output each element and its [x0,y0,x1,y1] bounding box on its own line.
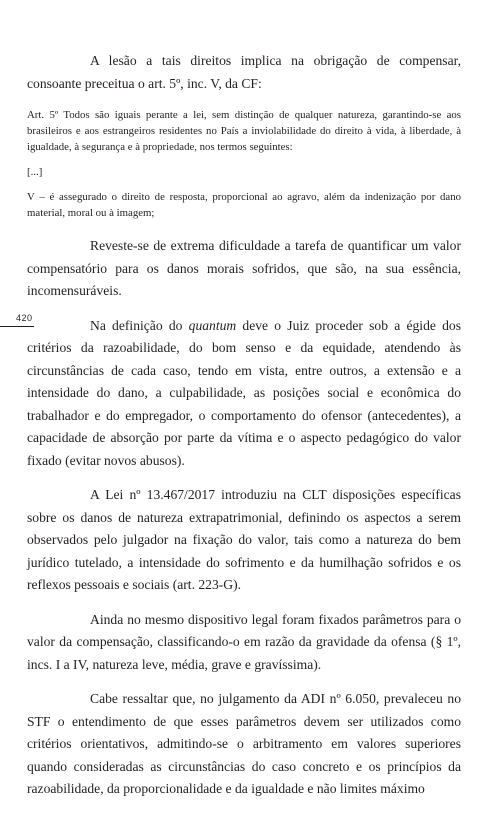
page-body [27,50,461,813]
paragraph-adi: Cabe ressaltar que, no julgamento da ADI nº 6.050, prevaleceu no STF o entendimento de que esses parâmetros devem ser utilizados como critérios orientativos, admitindo-se o arbitramento em valores superiores quando consideradas as circunstâncias do caso concreto e os princípios da razoabilidade, da proporcionalidade e da igualdade e não limites máximo [27,691,461,797]
quantum-term: quantum [188,317,237,333]
paragraph-compensation: A lesão a tais direitos implica na obrigação de compensar, consoante preceitua o art. 5º, inc. V, da CF: [27,53,461,91]
paragraph-quantum-end: deve o Juiz proceder sob a égide dos critérios da razoabilidade, do bom senso e da equidade, atendendo às circunstâncias de cada caso, tendo em vista, entre outros, a extensão e a intensidade do dano, a culpabilidade, as posições social e econômica do trabalhador e do empregador, o comportamento do ofensor (antecedentes), a capacidade de absorção por parte da vítima e o aspecto pedagógico do valor fixado (evitar novos abusos). [27,317,461,468]
quote-art-5-inc-v: V – é assegurado o direito de resposta, proporcional ao agravo, além da indenização por dano material, moral ou à imagem; [27,190,461,220]
quote-ellipsis: [...] [27,165,43,178]
quote-art-5-caput: Art. 5º Todos são iguais perante a lei, sem distinção de qualquer natureza, garantindo-se aos brasileiros e aos estrangeiros residentes no País a inviolabilidade do direito à vida, à liberdade, à igualdade, à segurança e à propriedade, nos termos seguintes: [27,109,461,154]
paragraph-quantum [27,315,461,473]
paragraph-difficulty: Reveste-se de extrema dificuldade a tarefa de quantificar um valor compensatório para os danos morais sofridos, que são, na sua essência, incomensuráveis. [27,238,461,299]
paragraph-quantum-start: Na definição do [90,317,189,333]
page-number: 420 [16,313,33,323]
paragraph-clt-law: A Lei nº 13.467/2017 introduziu na CLT disposições específicas sobre os danos de natureza extrapatrimonial, definindo os aspectos a serem observados pelo julgador na fixação do valor, tais como a natureza do bem jurídico tutelado, a intensidade do sofrimento e da humilhação sofridos e os reflexos pessoais e sociais (art. 223-G). [27,487,461,593]
paragraph-parameters: Ainda no mesmo dispositivo legal foram fixados parâmetros para o valor da compensação, classificando-o em razão da gravidade da ofensa (§ 1º, incs. I a IV, natureza leve, média, grave e gravíssima). [27,611,461,672]
